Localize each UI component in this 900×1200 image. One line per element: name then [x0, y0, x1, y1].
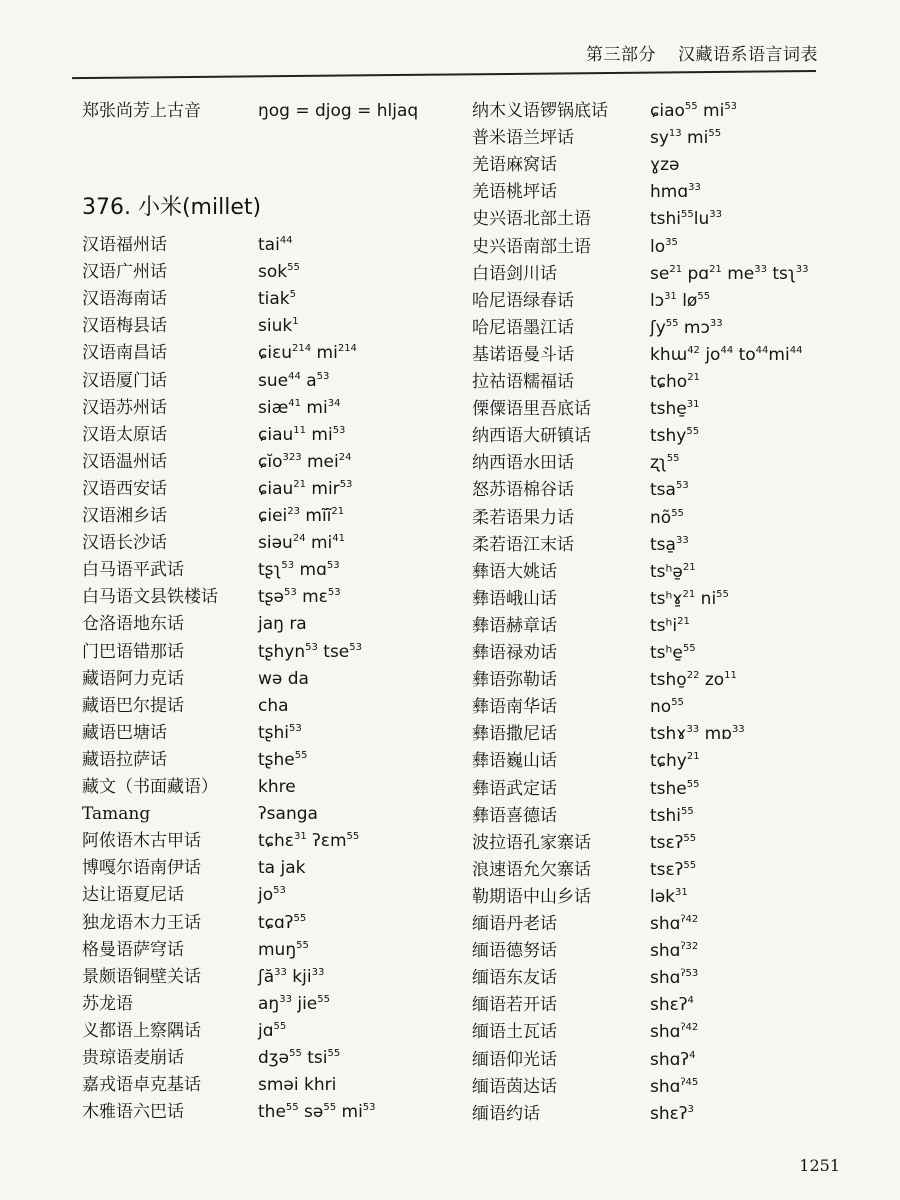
entry-row	[472, 477, 872, 504]
entry-form: ɕiau$^{21}$ mir$^{53}$	[258, 478, 353, 499]
entry-language: 浪速语允欠寨话	[472, 859, 591, 880]
entry-form: tɕɑʔ$^{55}$	[258, 912, 307, 933]
entry-row	[82, 1018, 462, 1045]
entry-form: tshɤ$^{33}$ mɒ$^{33}$	[650, 724, 745, 745]
entry-form: $nõ^{55}$	[650, 507, 684, 528]
entry-language: 柔若语江末话	[472, 534, 574, 555]
entry-row	[82, 1045, 462, 1072]
entry-row	[472, 98, 872, 125]
entry-row	[472, 694, 872, 721]
entry-language: 格曼语萨穹话	[82, 939, 184, 960]
entry-language: 汉语福州话	[82, 235, 167, 255]
entry-language: 纳木义语锣锅底话	[472, 101, 608, 121]
entry-language: 拉祜语糯福话	[472, 372, 574, 392]
entry-row	[472, 748, 872, 775]
entry-row	[472, 1047, 872, 1074]
entry-form: shɛʔ$^3$	[650, 1103, 694, 1124]
entry-row	[82, 286, 462, 313]
entry-form: tsa̱$^{33}$	[650, 534, 689, 555]
entry-row	[472, 152, 872, 179]
entry-form: ɕiao$^{55}$ $mi^{53}$	[650, 101, 738, 121]
entry-row	[472, 992, 872, 1019]
entry-language: 彝语南华话	[472, 697, 557, 718]
entry-row	[82, 422, 462, 449]
entry-row	[472, 1019, 872, 1046]
entry-form: tʂhi$^{53}$	[258, 722, 302, 743]
entry-row	[472, 450, 872, 477]
entry-language: 纳西语水田话	[472, 453, 574, 474]
entry-language: 哈尼语绿春话	[472, 290, 574, 311]
entry-language: 达让语夏尼话	[82, 885, 184, 906]
entry-row	[82, 639, 462, 666]
entry-row	[82, 774, 462, 801]
entry-row	[472, 315, 872, 342]
entry-row	[82, 259, 462, 286]
entry-language: 汉语海南话	[82, 289, 167, 310]
entry-language: 藏文（书面藏语）	[82, 777, 218, 797]
entry-row	[472, 261, 872, 288]
entry-form: shɑ$^{ʔ45}$	[650, 1076, 699, 1097]
entry-form: tiak$^5$	[258, 289, 297, 310]
entry-form: shɑ$^{ʔ53}$	[650, 968, 699, 989]
entry-row	[472, 1074, 872, 1101]
entry-row	[472, 369, 872, 396]
header-part: 第三部分	[586, 45, 656, 65]
entry-row	[82, 395, 462, 422]
entry-language: 汉语太原话	[82, 424, 167, 445]
entry-row	[82, 584, 462, 611]
entry-row	[82, 937, 462, 964]
entry-language: 彝语弥勒话	[472, 670, 557, 691]
entry-row	[472, 559, 872, 586]
entry-form: ʔsanga	[258, 804, 318, 825]
entry-form: tshe$^{55}$	[650, 778, 700, 799]
entry-form: tsɛʔ$^{55}$	[650, 859, 697, 880]
entry-row	[472, 179, 872, 206]
entry-row	[472, 667, 872, 694]
page-number: 1251	[799, 1156, 840, 1175]
entry-form: ʐʅ$^{55}$	[650, 453, 680, 474]
entry-form: shɛʔ$^4$	[650, 995, 694, 1016]
entry-language: 缅语仰光话	[472, 1049, 557, 1070]
entry-row	[472, 965, 872, 992]
entry-row	[472, 776, 872, 803]
entry-row	[472, 342, 872, 369]
entry-language: 彝语大姚话	[472, 561, 557, 582]
entry-language: 白语剑川话	[472, 263, 557, 284]
entry-form: lɔ$^{31}$ $lø^{55}$	[650, 290, 711, 311]
entry-row	[82, 991, 462, 1018]
entry-language: 白马语平武话	[82, 560, 184, 581]
entry-form: khɯ$^{42}$ $jo^{44}$ $to^{44}mi^{44}$	[650, 344, 803, 365]
entry-language: 汉语湘乡话	[82, 506, 167, 526]
entry-form: khre	[258, 777, 296, 797]
entry-row	[82, 910, 462, 937]
entry-form: dʒə$^{55}$ tsi$^{55}$	[258, 1048, 341, 1068]
header-rule	[72, 70, 816, 79]
entry-form: tai$^{44}$	[258, 235, 293, 255]
entry-language: 彝语武定话	[472, 778, 557, 799]
entry-row	[82, 530, 462, 557]
entry-row	[82, 368, 462, 395]
entry-row	[82, 1099, 462, 1126]
entry-language: 彝语峨山话	[472, 588, 557, 609]
entry-row	[82, 449, 462, 476]
left-top-entry	[82, 98, 462, 125]
entry-language: 缅语若开话	[472, 995, 557, 1016]
section-title: 376. 小米(millet)	[82, 195, 262, 220]
entry-row	[82, 313, 462, 340]
entry-form: $no^{55}$	[650, 697, 684, 718]
entry-language: 柔若语果力话	[472, 507, 574, 528]
header-book-title: 汉藏语系语言词表	[678, 45, 818, 65]
entry-row	[82, 1072, 462, 1099]
entry-row	[472, 857, 872, 884]
entry-language: Tamang	[82, 804, 151, 825]
entry-language: 羌语麻窝话	[472, 155, 557, 176]
entry-language: 藏语巴尔提话	[82, 695, 184, 716]
entry-language: 缅语约话	[472, 1103, 540, 1124]
entry-row	[82, 828, 462, 855]
entry-form: ta jak	[258, 858, 306, 879]
entry-form: ɣzə	[650, 155, 680, 176]
entry-language: 汉语长沙话	[82, 533, 167, 554]
entry-form: $sy^{13}$ $mi^{55}$	[650, 128, 722, 149]
entry-form: $aŋ^{33}$ jie$^{55}$	[258, 993, 330, 1014]
entry-language: 傈僳语里吾底话	[472, 399, 591, 420]
entry-form: tʂhe$^{55}$	[258, 749, 308, 770]
entry-row	[472, 721, 872, 748]
entry-language: 藏语拉萨话	[82, 749, 167, 770]
entry-language: 缅语东友话	[472, 968, 557, 989]
entry-form: tsa$^{53}$	[650, 480, 689, 501]
entry-form: $se^{21}$ pɑ$^{21}$ $me^{33}$ tsʅ$^{33}$	[650, 263, 809, 284]
entry-form: tshi$^{55}$	[650, 805, 694, 826]
entry-language: 彝语禄劝话	[472, 643, 557, 663]
entry-form: ʃy$^{55}$ mɔ$^{33}$	[650, 317, 723, 338]
entry-row	[472, 830, 872, 857]
entry-row	[472, 803, 872, 830]
entry-language: 木雅语六巴话	[82, 1102, 184, 1123]
entry-language: 缅语德努话	[472, 941, 557, 962]
entry-row	[82, 232, 462, 259]
entry-row	[82, 693, 462, 720]
entry-form: siəu$^{24}$ $mi^{41}$	[258, 533, 345, 554]
running-header	[564, 40, 818, 65]
entry-form: tʂhyn$^{53}$ tse$^{53}$	[258, 641, 362, 662]
entry-language: 彝语喜德话	[472, 805, 557, 826]
entry-form: shɑʔ$^4$	[650, 1049, 696, 1070]
entry-language: 博嘎尔语南伊话	[82, 858, 201, 879]
entry-language: 汉语西安话	[82, 478, 167, 499]
entry-row	[82, 503, 462, 530]
entry-form: ɕiei$^{23}$ mĩĩ$^{21}$	[258, 506, 345, 526]
entry-form: tsʰe̱$^{55}$	[650, 643, 696, 663]
entry-row	[82, 476, 462, 503]
entry-language: 怒苏语棉谷话	[472, 480, 574, 501]
entry-language: 汉语苏州话	[82, 397, 167, 418]
entry-language: 汉语梅县话	[82, 316, 167, 337]
entry-language: 汉语广州话	[82, 262, 167, 283]
entry-row	[472, 288, 872, 315]
entry-language: 阿侬语木古甲话	[82, 831, 201, 852]
entry-row	[472, 423, 872, 450]
entry-form: siuk$^1$	[258, 316, 299, 337]
entry-row	[82, 801, 462, 828]
entry-form: sue$^{44}$ $a^{53}$	[258, 370, 330, 391]
entry-row	[82, 747, 462, 774]
entry-form: tshy$^{55}$	[650, 426, 700, 447]
entry-language: 仓洛语地东话	[82, 614, 184, 635]
entry-form: shɑ$^{ʔ42}$	[650, 1022, 699, 1043]
entry-language: 彝语撒尼话	[472, 724, 557, 745]
entry-row	[472, 938, 872, 965]
entry-row	[472, 206, 872, 233]
entry-language: 波拉语孔家寨话	[472, 832, 591, 853]
entry-language: 独龙语木力王话	[82, 912, 201, 933]
entry-form: jaŋ ra	[258, 614, 307, 635]
entry-form: shɑ$^{ʔ42}$	[650, 914, 699, 934]
entry-form: ŋog = djog = hljaq	[258, 101, 419, 121]
entry-form: the$^{55}$ sə$^{55}$ $mi^{53}$	[258, 1102, 376, 1123]
entry-row	[472, 532, 872, 559]
entry-form: muŋ$^{55}$	[258, 939, 309, 960]
entry-form: tsɛʔ$^{55}$	[650, 832, 697, 853]
entry-row	[472, 505, 872, 532]
entry-form: lək$^{31}$	[650, 886, 688, 907]
entry-form: wə da	[258, 668, 309, 689]
entry-language: 缅语土瓦话	[472, 1022, 557, 1043]
entry-row	[472, 1101, 872, 1128]
entry-form: tsho̱$^{22}$ $zo^{11}$	[650, 670, 737, 691]
entry-language: 汉语南昌话	[82, 343, 167, 364]
entry-language: 门巴语错那话	[82, 641, 184, 662]
entry-form: ɕĭo$^{323}$ mei$^{24}$	[258, 451, 352, 472]
entry-form: tsʰi$^{21}$	[650, 615, 690, 636]
entry-row	[82, 720, 462, 747]
entry-language: 勒期语中山乡话	[472, 886, 591, 907]
entry-language: 史兴语北部土语	[472, 209, 591, 230]
entry-language: 哈尼语墨江话	[472, 317, 574, 338]
entry-language: 史兴语南部土语	[472, 236, 591, 257]
entry-form: $jo^{53}$	[258, 885, 286, 906]
entry-form: sməi khri	[258, 1075, 337, 1096]
entry-form: ɕiɛu$^{214}$ $mi^{214}$	[258, 343, 357, 364]
entry-language: 羌语桃坪话	[472, 182, 557, 203]
entry-language: 彝语赫章话	[472, 615, 557, 636]
entry-language: 汉语温州话	[82, 451, 167, 472]
entry-form: jɑ$^{55}$	[258, 1020, 287, 1041]
entry-language: 贵琼语麦崩话	[82, 1048, 184, 1068]
entry-row	[82, 340, 462, 367]
entry-form: ʃă$^{33}$ kji$^{33}$	[258, 966, 325, 987]
entry-language: 缅语丹老话	[472, 914, 557, 934]
entry-row	[472, 234, 872, 261]
entry-row	[472, 884, 872, 911]
entry-form: sok$^{55}$	[258, 262, 300, 283]
entry-language: 嘉戎语卓克基话	[82, 1075, 201, 1096]
entry-language: 汉语厦门话	[82, 370, 167, 391]
entry-language: 普米语兰坪话	[472, 128, 574, 149]
entry-row	[472, 396, 872, 423]
entry-language: 景颇语铜壁关话	[82, 966, 201, 987]
entry-form: ɕiau$^{11}$ $mi^{53}$	[258, 424, 346, 445]
entry-form: tɕhy$^{21}$	[650, 751, 700, 772]
entry-language: 缅语茵达话	[472, 1076, 557, 1097]
entry-row	[82, 855, 462, 882]
entry-form: tʂʅ$^{53}$ mɑ$^{53}$	[258, 560, 340, 581]
entry-form: tsʰə̱$^{21}$	[650, 561, 696, 582]
entry-form: shɑ$^{ʔ32}$	[650, 941, 699, 962]
entry-language: 苏龙语	[82, 993, 133, 1014]
entry-form: tshe̱$^{31}$	[650, 399, 700, 420]
entry-row	[472, 911, 872, 938]
entry-language: 藏语巴塘话	[82, 722, 167, 743]
entry-language: 彝语巍山话	[472, 751, 557, 772]
entry-form: tɕhɛ$^{31}$ ʔɛm$^{55}$	[258, 831, 360, 852]
entry-row	[82, 611, 462, 638]
entry-row	[472, 613, 872, 640]
entry-row	[472, 640, 872, 667]
entry-row	[472, 125, 872, 152]
entry-form: $lo^{35}$	[650, 236, 678, 257]
entry-language: 基诺语曼斗话	[472, 344, 574, 365]
entry-row	[82, 557, 462, 584]
entry-form: tɕho$^{21}$	[650, 372, 700, 392]
entry-language: 藏语阿力克话	[82, 668, 184, 689]
entry-form: hmɑ$^{33}$	[650, 182, 701, 203]
entry-form: cha	[258, 695, 289, 716]
entry-row	[82, 964, 462, 991]
entry-language: 郑张尚芳上古音	[82, 101, 201, 121]
entry-form: $tshi^{55}lu^{33}$	[650, 209, 722, 230]
entry-form: tsʰɤ̱$^{21}$ $ni^{55}$	[650, 588, 729, 609]
entry-form: tʂə$^{53}$ mɛ$^{53}$	[258, 587, 341, 608]
entry-form: siæ$^{41}$ $mi^{34}$	[258, 397, 341, 418]
entry-language: 白马语文县铁楼话	[82, 587, 218, 608]
entry-row	[82, 882, 462, 909]
entry-language: 义都语上察隅话	[82, 1020, 201, 1041]
entry-row	[472, 586, 872, 613]
entry-language: 纳西语大研镇话	[472, 426, 591, 447]
entry-row	[82, 666, 462, 693]
